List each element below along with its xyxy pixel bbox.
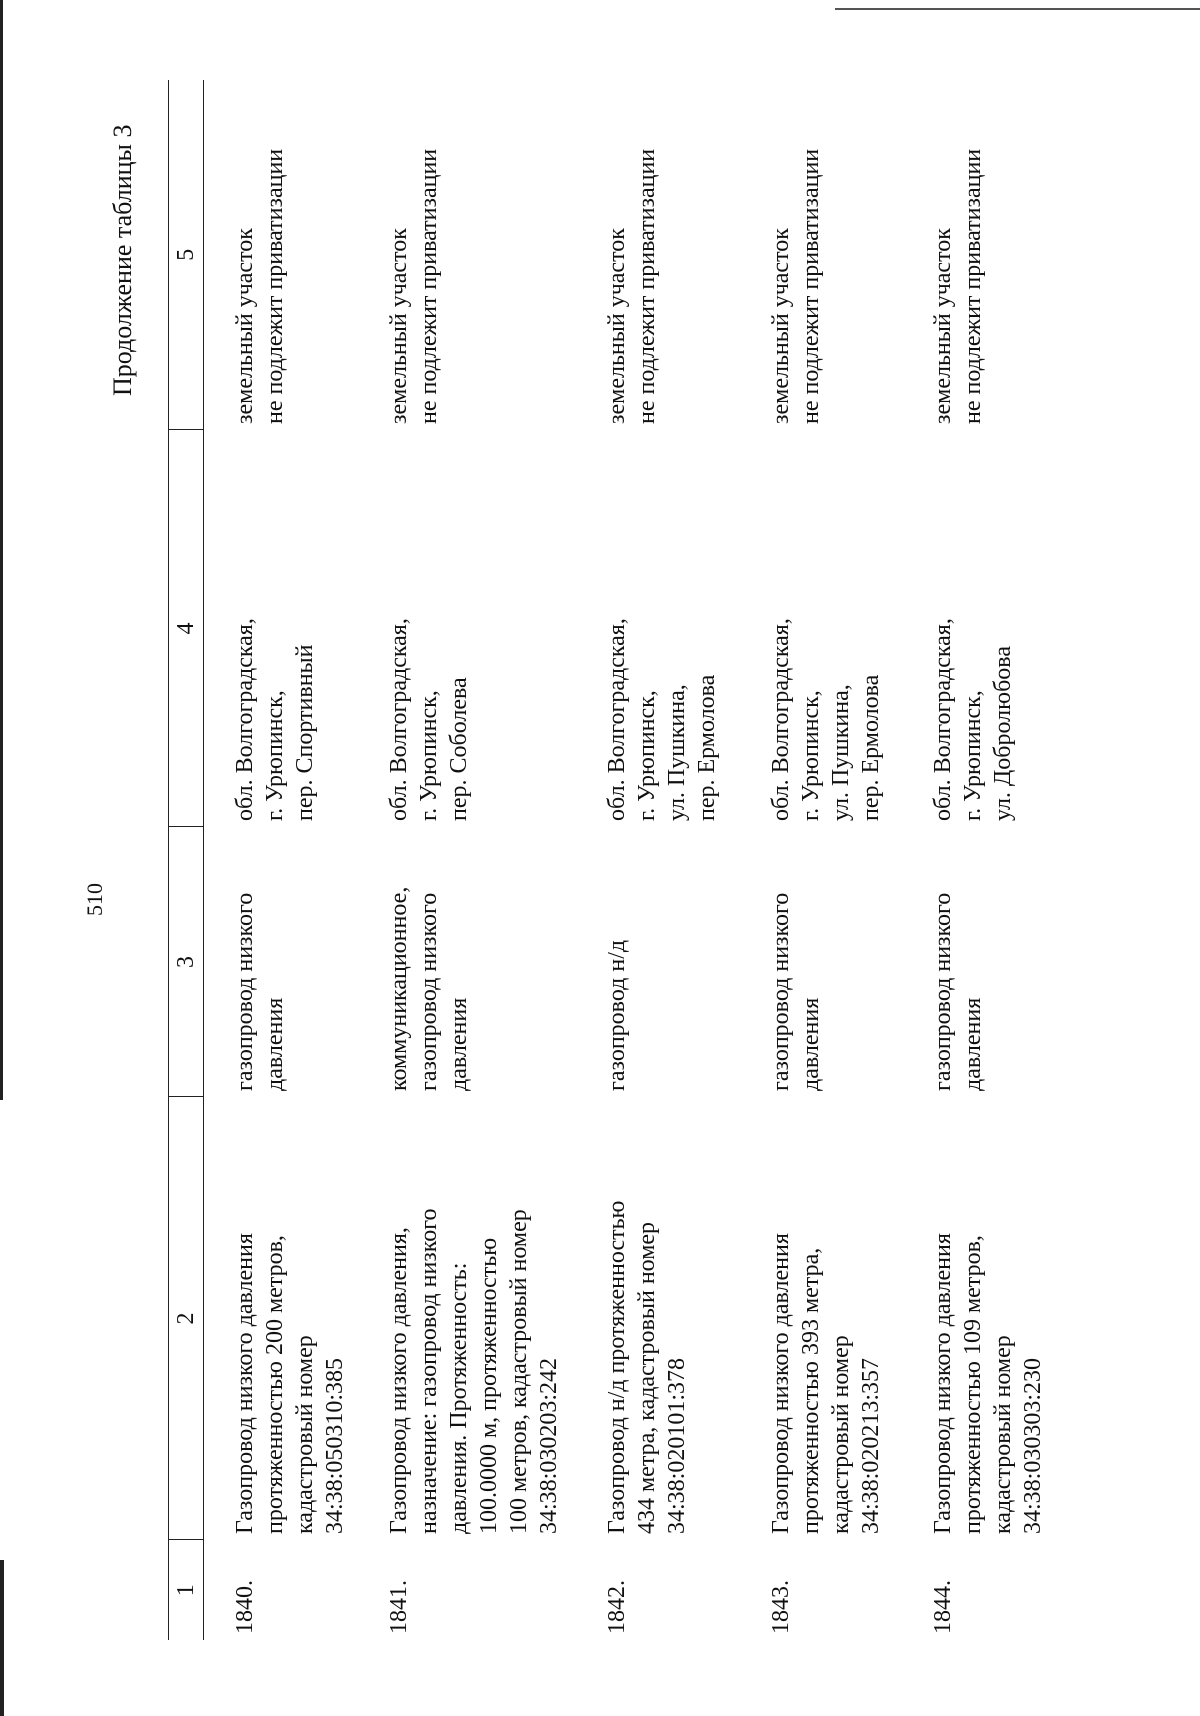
cell-text-line: земельный участок	[930, 228, 956, 424]
cell-text-line: кадастровый номер	[292, 1335, 318, 1534]
table-continuation-title: Продолжение таблицы 3	[108, 124, 137, 396]
object-type-cell	[204, 827, 371, 1097]
cell-text-line: давления	[798, 997, 824, 1091]
cell-text-line: пер. Ермолова	[694, 674, 720, 821]
row-number-cell: 1842.	[604, 1580, 630, 1634]
cell-text-line: протяженностью 200 метров,	[262, 1235, 288, 1534]
cell-text-line: 34:38:030203:242	[536, 1357, 562, 1534]
cell-text-line: кадастровый номер	[828, 1335, 854, 1534]
column-header: 3	[169, 827, 204, 1097]
cell-text-line: не подлежит приватизации	[634, 148, 660, 424]
address-cell	[914, 430, 1068, 827]
cell-text-line: обл. Волгоградская,	[232, 618, 258, 821]
object-type-cell	[914, 827, 1068, 1097]
cell-text-line: обл. Волгоградская,	[386, 618, 412, 821]
cell-text-line: коммуникационное,	[386, 886, 412, 1091]
cell-text-line: 34:38:050310:385	[322, 1357, 348, 1534]
column-header: 2	[169, 1097, 204, 1540]
address-cell	[204, 430, 371, 827]
column-header: 5	[169, 80, 204, 430]
object-description-cell	[752, 1097, 914, 1540]
cell-text-line: пер. Спортивный	[292, 644, 318, 821]
note-cell	[204, 80, 371, 430]
cell-text-line: Газопровод низкого давления	[768, 1233, 794, 1534]
property-table	[168, 80, 1068, 1640]
cell-text-line: Газопровод низкого давления,	[386, 1227, 412, 1534]
cell-text-line: Газопровод низкого давления	[930, 1233, 956, 1534]
cell-text-line: ул. Пушкина,	[828, 684, 854, 821]
cell-text-line: обл. Волгоградская,	[930, 618, 956, 821]
cell-text-line: не подлежит приватизации	[262, 148, 288, 424]
note-cell	[588, 80, 752, 430]
row-number-cell: 1844.	[930, 1580, 956, 1634]
cell-text-line: обл. Волгоградская,	[768, 618, 794, 821]
cell-text-line: газопровод низкого	[930, 892, 956, 1091]
row-number-cell: 1840.	[232, 1580, 258, 1634]
cell-text-line: протяженностью 109 метров,	[960, 1235, 986, 1534]
object-description-cell	[370, 1097, 588, 1540]
address-cell	[588, 430, 752, 827]
object-type-cell	[588, 827, 752, 1097]
cell-text-line: пер. Соболева	[446, 677, 472, 821]
cell-text-line: г. Урюпинск,	[960, 690, 986, 821]
cell-text-line: ул. Пушкина,	[664, 684, 690, 821]
cell-text-line: г. Урюпинск,	[634, 690, 660, 821]
cell-text-line: 34:38:030303:230	[1020, 1357, 1046, 1534]
object-description-cell	[588, 1097, 752, 1540]
row-number-cell: 1841.	[386, 1580, 412, 1634]
column-header: 1	[169, 1540, 204, 1640]
table-body	[204, 80, 1069, 1640]
cell-text-line: назначение: газопровод низкого	[416, 1208, 442, 1534]
cell-text-line: газопровод низкого	[232, 892, 258, 1091]
cell-text-line: 100 метров, кадастровый номер	[506, 1209, 532, 1534]
cell-text-line: давления	[262, 997, 288, 1091]
table-row	[204, 80, 371, 1640]
cell-text-line: г. Урюпинск,	[416, 690, 442, 821]
cell-text-line: ул. Добролюбова	[990, 646, 1016, 821]
cell-text-line: Газопровод н/д протяженностью	[604, 1200, 630, 1534]
row-number-cell: 1843.	[768, 1580, 794, 1634]
table-row	[370, 80, 588, 1640]
cell-text-line: земельный участок	[604, 228, 630, 424]
table-row	[914, 80, 1068, 1640]
cell-text-line: 434 метра, кадастровый номер	[634, 1221, 660, 1534]
note-cell	[914, 80, 1068, 430]
address-cell	[752, 430, 914, 827]
cell-text-line: 34:38:020101:378	[664, 1357, 690, 1534]
cell-text-line: давления	[446, 997, 472, 1091]
cell-text-line: земельный участок	[386, 228, 412, 424]
cell-text-line: 34:38:020213:357	[858, 1357, 884, 1534]
cell-text-line: не подлежит приватизации	[798, 148, 824, 424]
object-description-cell	[914, 1097, 1068, 1540]
page-number: 510	[82, 883, 107, 916]
cell-text-line: земельный участок	[768, 228, 794, 424]
cell-text-line: не подлежит приватизации	[960, 148, 986, 424]
cell-text-line: не подлежит приватизации	[416, 148, 442, 424]
column-header: 4	[169, 430, 204, 827]
note-cell	[370, 80, 588, 430]
table-row	[588, 80, 752, 1640]
cell-text-line: г. Урюпинск,	[262, 690, 288, 821]
cell-text-line: обл. Волгоградская,	[604, 618, 630, 821]
cell-text-line: газопровод низкого	[768, 892, 794, 1091]
cell-text-line: газопровод н/д	[604, 939, 630, 1091]
cell-text-line: г. Урюпинск,	[798, 690, 824, 821]
cell-text-line: 100.0000 м, протяженностью	[476, 1237, 502, 1534]
cell-text-line: протяженностью 393 метра,	[798, 1247, 824, 1534]
table-row	[752, 80, 914, 1640]
cell-text-line: Газопровод низкого давления	[232, 1233, 258, 1534]
address-cell	[370, 430, 588, 827]
cell-text-line: давления. Протяженность:	[446, 1262, 472, 1534]
cell-text-line: давления	[960, 997, 986, 1091]
object-type-cell	[370, 827, 588, 1097]
object-description-cell	[204, 1097, 371, 1540]
cell-text-line: газопровод низкого	[416, 892, 442, 1091]
cell-text-line: пер. Ермолова	[858, 674, 884, 821]
header-row	[169, 80, 204, 1640]
note-cell	[752, 80, 914, 430]
object-type-cell	[752, 827, 914, 1097]
cell-text-line: земельный участок	[232, 228, 258, 424]
cell-text-line: кадастровый номер	[990, 1335, 1016, 1534]
